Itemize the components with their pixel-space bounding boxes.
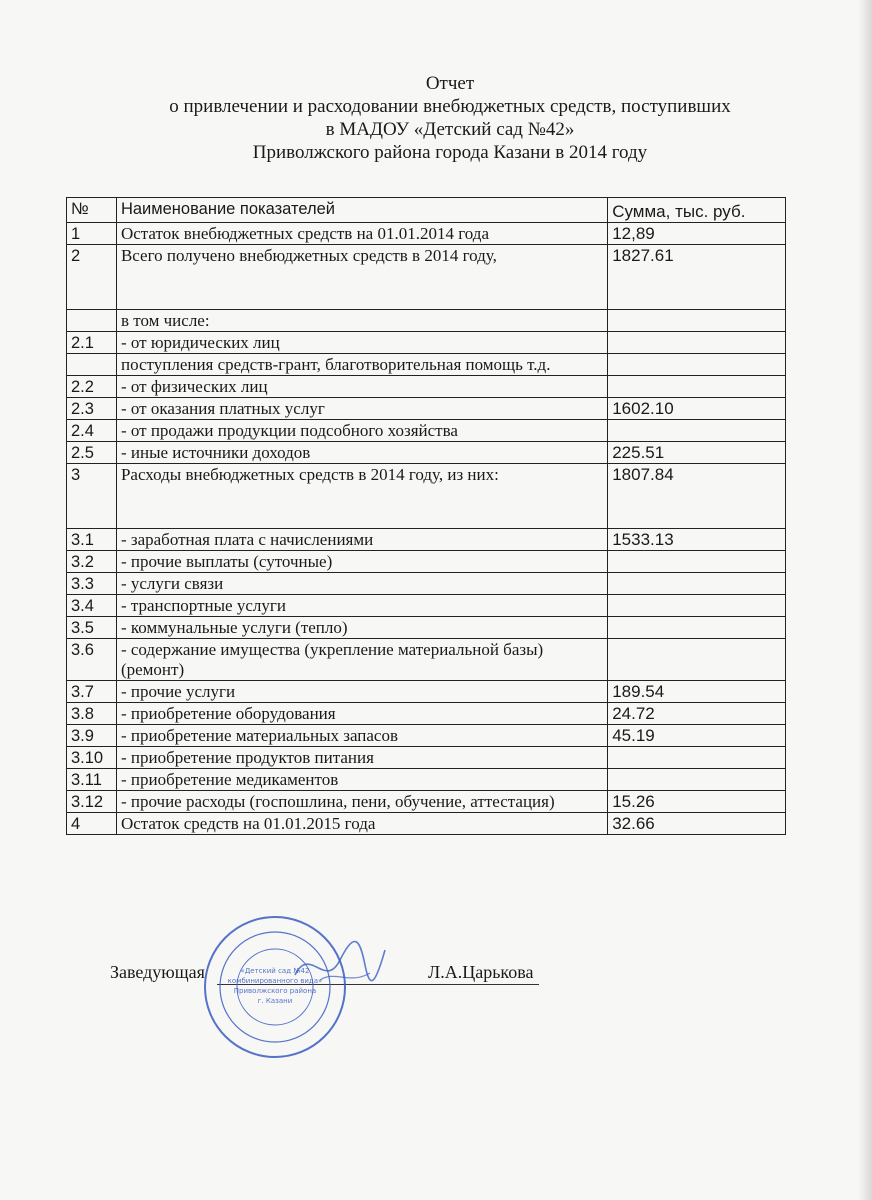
table-row [67, 398, 786, 420]
row-name: - транспортные услуги [116, 595, 607, 617]
row-sum: 12,89 [608, 223, 786, 245]
row-sum: 15.26 [608, 791, 786, 813]
row-sum: 189.54 [608, 681, 786, 703]
row-sum [608, 769, 786, 791]
title-line-2: о привлечении и расходовании внебюджетных средств, поступивших [169, 96, 731, 117]
row-sum: 1602.10 [608, 398, 786, 420]
row-name: в том числе: [116, 310, 607, 332]
row-sum [608, 617, 786, 639]
table-row [67, 617, 786, 639]
table-row [67, 310, 786, 332]
row-num: 1 [67, 223, 117, 245]
header-name: Наименование показателей [116, 198, 607, 223]
row-sum [608, 332, 786, 354]
row-sum [608, 551, 786, 573]
table-row [67, 595, 786, 617]
table-row [67, 442, 786, 464]
row-name: - иные источники доходов [116, 442, 607, 464]
table-row [67, 725, 786, 747]
handwritten-signature-icon [290, 935, 390, 995]
row-num: 3.3 [67, 573, 117, 595]
row-sum [608, 639, 786, 681]
row-name: Остаток внебюджетных средств на 01.01.2014 года [116, 223, 607, 245]
row-sum: 1807.84 [608, 464, 786, 529]
row-name: - от юридических лиц [116, 332, 607, 354]
signer-name: Л.А.Царькова [428, 962, 534, 982]
row-sum [608, 376, 786, 398]
table-row [67, 703, 786, 725]
table-row [67, 464, 786, 529]
table-row [67, 332, 786, 354]
row-sum: 32.66 [608, 813, 786, 835]
row-num: 3.9 [67, 725, 117, 747]
row-num: 3.2 [67, 551, 117, 573]
row-num: 2.2 [67, 376, 117, 398]
row-num: 3 [67, 464, 117, 529]
row-sum: 1827.61 [608, 245, 786, 310]
table-row [67, 747, 786, 769]
table-row [67, 573, 786, 595]
table-row [67, 354, 786, 376]
table-row [67, 223, 786, 245]
row-name: Всего получено внебюджетных средств в 2014 году, [116, 245, 607, 310]
row-name: - приобретение материальных запасов [116, 725, 607, 747]
row-num: 3.4 [67, 595, 117, 617]
row-name: поступления средств-грант, благотворительная помощь т.д. [116, 354, 607, 376]
row-num: 3.5 [67, 617, 117, 639]
row-sum: 225.51 [608, 442, 786, 464]
table-row [67, 813, 786, 835]
header-sum: Сумма, тыс. руб. [608, 198, 786, 223]
table-row [67, 529, 786, 551]
row-sum: 45.19 [608, 725, 786, 747]
table-row [67, 551, 786, 573]
row-sum [608, 595, 786, 617]
row-name: - прочие услуги [116, 681, 607, 703]
row-num [67, 354, 117, 376]
table-row [67, 681, 786, 703]
stamp-line-2: комбинированного вида» [227, 977, 323, 985]
row-num: 3.1 [67, 529, 117, 551]
scan-edge-shadow [858, 0, 872, 1200]
table-header-row [67, 198, 786, 223]
row-name: - от физических лиц [116, 376, 607, 398]
row-name: - услуги связи [116, 573, 607, 595]
row-name: - коммунальные услуги (тепло) [116, 617, 607, 639]
row-num: 3.8 [67, 703, 117, 725]
title-line-1: Отчет [425, 73, 475, 94]
row-num: 3.6 [67, 639, 117, 681]
row-sum [608, 354, 786, 376]
row-name: - приобретение медикаментов [116, 769, 607, 791]
row-sum: 24.72 [608, 703, 786, 725]
stamp-line-4: г. Казани [257, 997, 293, 1005]
header-num: № [67, 198, 117, 223]
row-num: 2.4 [67, 420, 117, 442]
row-num: 3.12 [67, 791, 117, 813]
row-num: 3.7 [67, 681, 117, 703]
row-num: 2.1 [67, 332, 117, 354]
row-sum [608, 420, 786, 442]
table-row [67, 769, 786, 791]
table-row [67, 420, 786, 442]
row-num: 2.3 [67, 398, 117, 420]
row-num: 2 [67, 245, 117, 310]
row-name: - от оказания платных услуг [116, 398, 607, 420]
table-row [67, 639, 786, 681]
row-sum [608, 747, 786, 769]
stamp-line-1: «Детский сад №42 [240, 967, 310, 975]
row-name: Остаток средств на 01.01.2015 года [116, 813, 607, 835]
row-name: - приобретение оборудования [116, 703, 607, 725]
row-name: - от продажи продукции подсобного хозяйства [116, 420, 607, 442]
row-sum [608, 310, 786, 332]
row-sum [608, 573, 786, 595]
table-row [67, 245, 786, 310]
table-row [67, 376, 786, 398]
row-num [67, 310, 117, 332]
row-name: - заработная плата с начислениями [116, 529, 607, 551]
row-name: - содержание имущества (укрепление материальной базы) (ремонт) [116, 639, 607, 681]
row-name: - приобретение продуктов питания [116, 747, 607, 769]
row-num: 2.5 [67, 442, 117, 464]
row-sum: 1533.13 [608, 529, 786, 551]
row-name: Расходы внебюджетных средств в 2014 году, из них: [116, 464, 607, 529]
stamp-line-3: Приволжского района [233, 987, 317, 995]
title-line-3: в МАДОУ «Детский сад №42» [325, 119, 575, 140]
row-name: - прочие выплаты (суточные) [116, 551, 607, 573]
row-num: 3.11 [67, 769, 117, 791]
title-line-4: Приволжского района города Казани в 2014 году [252, 142, 648, 163]
row-num: 4 [67, 813, 117, 835]
signer-position: Заведующая [110, 962, 205, 982]
row-name: - прочие расходы (госпошлина, пени, обучение, аттестация) [116, 791, 607, 813]
document-title [0, 72, 872, 164]
table-row [67, 791, 786, 813]
report-table [66, 197, 786, 835]
row-num: 3.10 [67, 747, 117, 769]
